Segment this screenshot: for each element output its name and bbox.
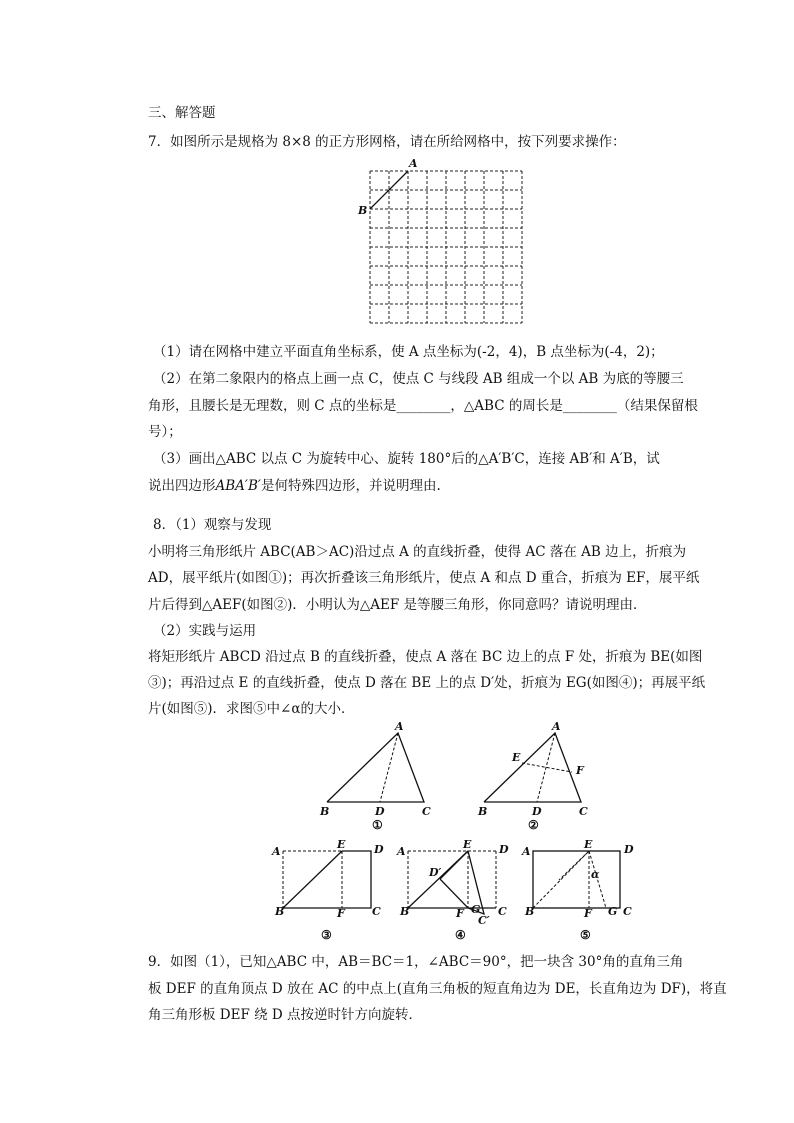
fig2-label-b: B: [478, 805, 488, 818]
q8-line6: 片(如图⑤)．求图⑤中∠α的大小．: [148, 701, 355, 717]
fig2-label-d: D: [532, 805, 542, 818]
fig5-label-c: C: [623, 905, 632, 918]
fig5-label-e: E: [584, 838, 593, 851]
figure-3: [271, 838, 384, 942]
fig1-label-a: A: [395, 720, 404, 733]
fig5-label-g: G: [608, 905, 618, 918]
fig1-label-b: B: [320, 805, 330, 818]
fig4-caption: ④: [455, 928, 466, 942]
q7-part2-line2: 角形，且腰长是无理数，则 C 点的坐标是________，△ABC 的周长是________（结果保留根: [148, 398, 698, 414]
q8-line2: AD，展平纸片(如图①)；再次折叠该三角形纸片，使点 A 和点 D 重合，折痕为 EF，展平纸: [148, 570, 700, 586]
fig4-label-a: A: [397, 845, 406, 858]
fig5-label-f: F: [584, 907, 592, 920]
fig2-label-c: C: [579, 805, 588, 818]
fig3-caption: ③: [321, 928, 332, 942]
section-title: 三、解答题: [148, 105, 216, 121]
figure-1: [319, 720, 431, 832]
q8-line5: ③)；再沿过点 E 的直线折叠，使点 D 落在 BE 上的点 D′处，折痕为 EG(如图④)；再展平纸: [148, 675, 706, 691]
figure-2: [477, 720, 588, 832]
fig3-label-e: E: [337, 838, 346, 851]
q8-line4: 将矩形纸片 ABCD 沿过点 B 的直线折叠，使点 A 落在 BC 边上的点 F 处，折痕为 BE(如图: [148, 649, 703, 665]
fig3-label-c: C: [372, 905, 381, 918]
fig5-label-alpha: α: [591, 868, 600, 881]
fig1-caption: ①: [372, 818, 383, 832]
fig3-label-a: A: [272, 845, 281, 858]
q7-part1: （1）请在网格中建立平面直角坐标系，使 A 点坐标为(-2，4)，B 点坐标为(-4，2)；: [153, 344, 664, 360]
q8-heading: 8．（1）观察与发现: [153, 517, 272, 533]
fig4-label-b: B: [400, 905, 410, 918]
q7-part2-line3: 号）；: [148, 424, 182, 440]
fig2-label-e: E: [512, 751, 521, 764]
fig1-label-d: D: [375, 805, 385, 818]
fig4-label-cprime: C′: [478, 914, 490, 927]
fig3-label-d: D: [374, 843, 384, 856]
fig2-label-a: A: [552, 720, 561, 733]
q8-line3: 片后得到△AEF(如图②)．小明认为△AEF 是等腰三角形，你同意吗？请说明理由．: [148, 597, 647, 613]
fig4-label-g: G: [471, 903, 481, 916]
figure-4: [396, 838, 509, 942]
q7-part3-line1: （3）画出△ABC 以点 C 为旋转中心、旋转 180°后的△A′B′C，连接 AB′和 A′B，试: [153, 451, 660, 467]
fig5-caption: ⑤: [580, 928, 591, 942]
fig4-label-dprime: D′: [429, 866, 442, 879]
q9-line2: 板 DEF 的直角顶点 D 放在 AC 的中点上(直角三角板的短直角边为 DE，长直角边为 DF)，将直: [148, 981, 727, 997]
q7-quad-formula: ABA′B′: [215, 478, 261, 494]
q9-line1: 9．如图（1），已知△ABC 中，AB＝BC＝1，∠ABC＝90°，把一块含 30°角的直角三角: [148, 954, 684, 970]
q8-line1: 小明将三角形纸片 ABC(AB＞AC)沿过点 A 的直线折叠，使得 AC 落在 AB 边上，折痕为: [148, 544, 687, 560]
fig5-label-b: B: [525, 905, 535, 918]
fig2-label-f: F: [576, 764, 584, 777]
q7-part3-post: 是何特殊四边形，并说明理由.: [260, 478, 441, 494]
fig4-label-e: E: [463, 838, 472, 851]
fig4-label-f: F: [456, 907, 464, 920]
label-b: B: [358, 204, 368, 217]
fig1-label-c: C: [422, 805, 431, 818]
fig3-label-b: B: [275, 905, 285, 918]
fig3-label-f: F: [337, 907, 345, 920]
q7-stem: 7．如图所示是规格为 8×8 的正方形网格，请在所给网格中，按下列要求操作：: [148, 134, 626, 150]
fig2-caption: ②: [528, 818, 539, 832]
q9-line3: 角三角形板 DEF 绕 D 点按逆时针方向旋转．: [148, 1007, 423, 1023]
q8-heading2: （2）实践与运用: [153, 623, 257, 639]
q7-part2-line1: （2）在第二象限内的格点上画一点 C，使点 C 与线段 AB 组成一个以 AB 为底的等腰三: [153, 371, 684, 387]
fig4-label-d: D: [499, 843, 509, 856]
fig5-label-a: A: [522, 845, 531, 858]
fig4-label-c: C: [498, 905, 507, 918]
q7-part3-pre: 说出四边形: [148, 478, 216, 494]
fig5-label-d: D: [624, 843, 634, 856]
label-a: A: [409, 157, 418, 170]
figure-5: [521, 838, 634, 942]
